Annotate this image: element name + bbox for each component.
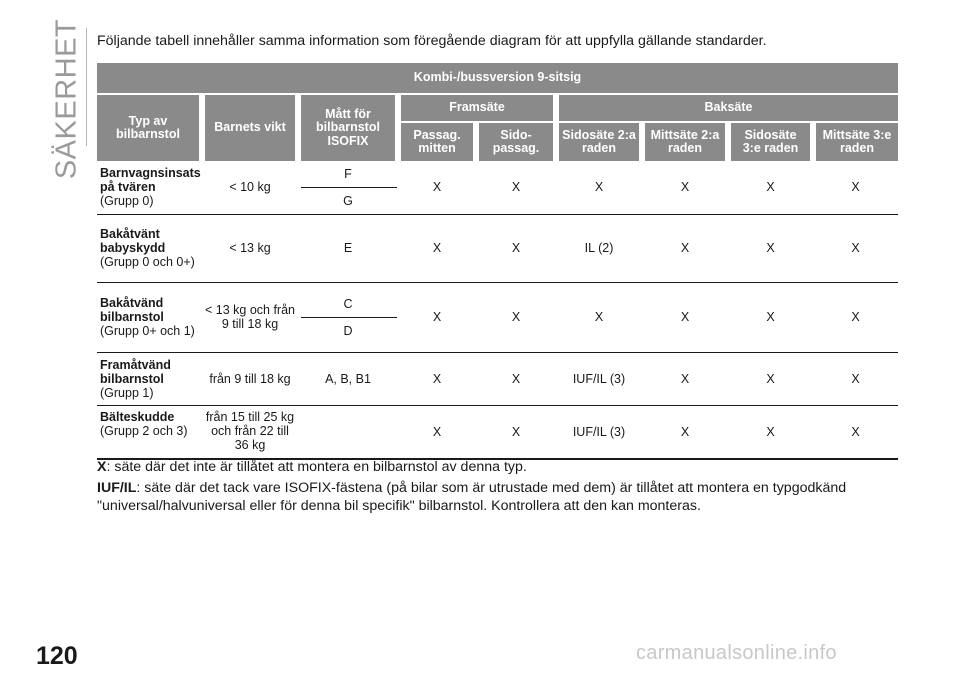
seat-type-group: (Grupp 2 och 3) xyxy=(100,423,188,438)
table-row xyxy=(97,282,898,352)
cell-seat-value: X xyxy=(511,424,521,439)
cell-isofix xyxy=(298,282,398,352)
legend-key: IUF/IL xyxy=(97,480,137,496)
cell-seat-value: X xyxy=(766,371,775,386)
isofix-class: D xyxy=(343,323,353,338)
cell-seat-type xyxy=(97,214,202,282)
table-row xyxy=(97,405,898,459)
cell-seat-value: X xyxy=(432,310,442,324)
table-title-row xyxy=(97,63,898,94)
seat-type-name: Bakåtvänt babyskydd xyxy=(100,227,166,255)
isofix-class: C xyxy=(343,296,353,311)
cell-weight: < 10 kg xyxy=(229,180,271,195)
cell-seat-type xyxy=(97,282,202,352)
section-side-title xyxy=(50,18,84,180)
header-seat: Sidosäte 3:e raden xyxy=(728,122,813,161)
header-seat: Sidosäte 2:a raden xyxy=(556,122,642,161)
cell-seat-value: IL (2) xyxy=(584,241,614,255)
cell-weight: < 13 kg och från 9 till 18 kg xyxy=(205,303,295,331)
cell-seat-type xyxy=(97,161,202,214)
section-side-title-text: SÄKERHET xyxy=(50,18,83,180)
legend-text: : säte där det inte är tillåtet att montera en bilbarnstol av denna typ. xyxy=(106,459,527,475)
seat-type-group: (Grupp 0 och 0+) xyxy=(100,255,195,269)
page-number: 120 xyxy=(36,642,78,670)
cell-seat-value: X xyxy=(680,310,690,324)
seat-type-group: (Grupp 1) xyxy=(100,385,154,400)
cell-seat-value: IUF/IL (3) xyxy=(572,371,626,386)
cell-seat-value: X xyxy=(432,180,442,195)
side-divider xyxy=(86,28,87,146)
seat-type-group: (Grupp 0) xyxy=(100,194,154,209)
seat-type-group: (Grupp 0+ och 1) xyxy=(100,324,195,338)
cell-seat-type xyxy=(97,405,202,459)
cell-seat-value: X xyxy=(511,371,521,386)
legend xyxy=(97,458,897,518)
legend-entry xyxy=(97,458,897,476)
header-type: Typ av bilbarnstol xyxy=(97,94,202,161)
isofix-divider xyxy=(301,317,397,318)
legend-entry xyxy=(97,479,897,515)
cell-seat-value: X xyxy=(432,371,442,386)
cell-seat-value: X xyxy=(594,180,604,195)
cell-weight: från 15 till 25 kg och från 22 till 36 kg xyxy=(205,409,295,452)
cell-seat-value: X xyxy=(851,310,860,324)
cell-seat-type xyxy=(97,352,202,405)
table-row xyxy=(97,352,898,405)
header-seat: Passag. mitten xyxy=(398,122,476,161)
cell-seat-value: X xyxy=(680,424,690,439)
header-weight: Barnets vikt xyxy=(202,94,298,161)
cell-seat-value: X xyxy=(511,310,521,324)
cell-isofix xyxy=(298,352,398,405)
cell-seat-value: X xyxy=(766,310,775,324)
watermark: carmanualsonline.info xyxy=(636,642,837,664)
cell-weight: < 13 kg xyxy=(229,241,271,255)
cell-isofix xyxy=(298,405,398,459)
cell-seat-value: IUF/IL (3) xyxy=(572,424,626,439)
cell-seat-value: X xyxy=(851,241,860,255)
header-row-1 xyxy=(97,94,898,122)
cell-seat-value: X xyxy=(680,180,690,195)
intro-paragraph: Följande tabell innehåller samma information som föregående diagram för att uppfylla gällande standarder. xyxy=(97,33,767,49)
cell-weight: från 9 till 18 kg xyxy=(209,371,291,386)
cell-seat-value: X xyxy=(851,424,860,439)
table-row xyxy=(97,214,898,282)
seat-type-name: Bakåtvänd bilbarnstol xyxy=(100,296,164,324)
cell-seat-value: X xyxy=(680,371,690,386)
isofix-seat-table xyxy=(97,63,898,460)
cell-seat-value: X xyxy=(766,180,775,195)
cell-seat-value: X xyxy=(851,180,860,195)
isofix-class: A, B, B1 xyxy=(325,371,371,386)
isofix-class: E xyxy=(343,241,353,255)
cell-seat-value: X xyxy=(432,241,442,255)
legend-key: X xyxy=(97,459,107,475)
header-seat: Mittsäte 2:a raden xyxy=(642,122,728,161)
isofix-divider xyxy=(301,187,397,188)
table-row xyxy=(97,161,898,214)
cell-seat-value: X xyxy=(432,424,442,439)
header-rear-seat: Baksäte xyxy=(556,94,898,122)
cell-isofix xyxy=(298,161,398,214)
cell-seat-value: X xyxy=(766,424,775,439)
cell-seat-value: X xyxy=(594,310,604,324)
cell-seat-value: X xyxy=(766,241,775,255)
seat-type-name: Barnvagnsinsats på tvären xyxy=(100,166,201,195)
header-front-seat: Framsäte xyxy=(398,94,556,122)
isofix-class: G xyxy=(343,193,353,208)
cell-seat-value: X xyxy=(511,180,521,195)
cell-seat-value: X xyxy=(851,371,860,386)
header-seat: Mittsäte 3:e raden xyxy=(813,122,898,161)
header-isofix: Mått för bilbarnstol ISOFIX xyxy=(298,94,398,161)
seat-type-name: Framåtvänd bilbarnstol xyxy=(100,357,171,386)
cell-seat-value: X xyxy=(680,241,690,255)
cell-isofix xyxy=(298,214,398,282)
header-seat: Sido- passag. xyxy=(476,122,556,161)
seat-type-name: Bälteskudde xyxy=(100,409,175,424)
cell-seat-value: X xyxy=(511,241,521,255)
isofix-class: F xyxy=(344,166,352,181)
table-title: Kombi-/bussversion 9-sitsig xyxy=(97,63,898,94)
legend-text: : säte där det tack vare ISOFIX-fästena (på bilar som är utrustade med dem) är tillåtet att montera en typgodkänd "universal/halvuniversal eller för denna bil specifik" bilbarnstol. Kontrollera att den kan monteras. xyxy=(97,480,847,514)
